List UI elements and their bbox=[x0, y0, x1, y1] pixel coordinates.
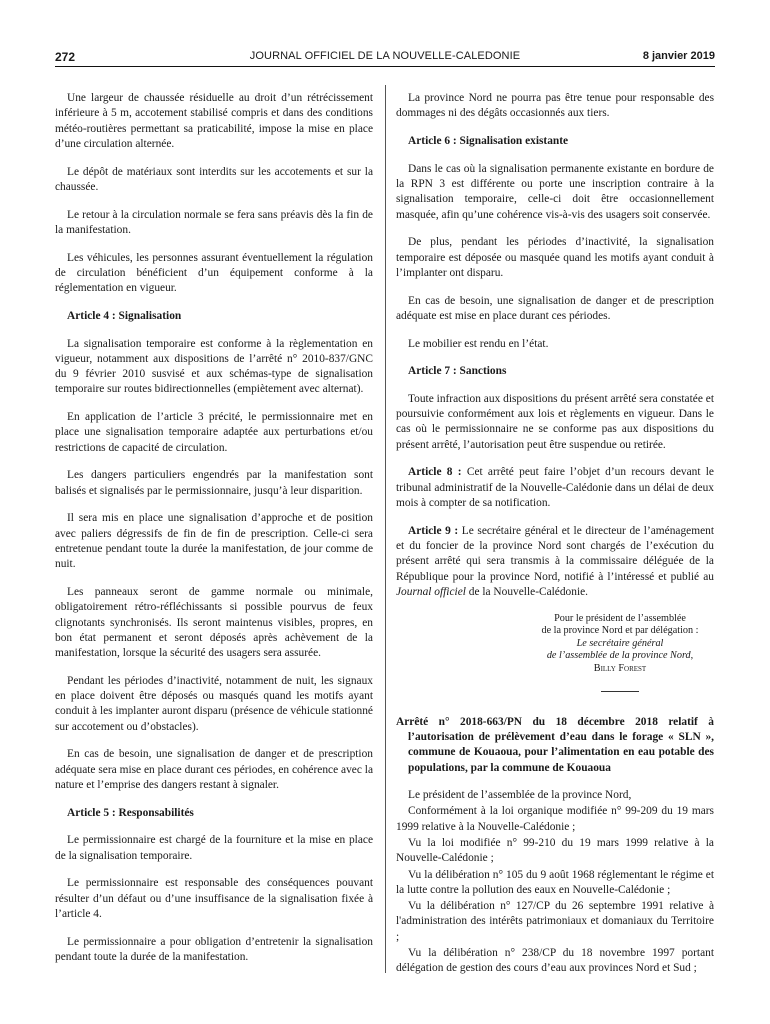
journal-officiel-italic: Journal officiel bbox=[396, 585, 466, 598]
article-9-text: Le secrétaire général et le directeur de l’aménagement et du foncier de la province Nord sont chargés de l’exécution du présent arrêté qui sera transmis à la commissaire déléguée de la République pour la province Nord, notifié à l’intéressé et publié au bbox=[396, 524, 715, 583]
paragraph: La province Nord ne pourra pas être tenue pour responsable des dommages ni des dégâts occasionnés aux tiers. bbox=[396, 92, 714, 120]
visa-paragraph: Conformément à la loi organique modifiée n° 99-209 du 19 mars 1999 relative à la Nouvelle-Calédonie ; bbox=[396, 805, 714, 833]
header-rule bbox=[55, 66, 715, 67]
paragraph: En cas de besoin, une signalisation de danger et de prescription adéquate sera mise en place durant ces périodes, en cohérence avec la nature et l’emprise des dangers restant à signaler. bbox=[55, 748, 373, 791]
issue-date: 8 janvier 2019 bbox=[642, 50, 715, 62]
paragraph: Le mobilier est rendu en l’état. bbox=[408, 337, 549, 350]
signature-block bbox=[526, 613, 714, 676]
signature-line: Pour le président de l’assemblée bbox=[554, 612, 686, 624]
paragraph: Dans le cas où la signalisation permanente existante en bordure de la RPN 3 est différente ou porte une inscription contraire à la signalisation temporaire, celle-ci doit être occasionnellement masquée, afin qu’une cohérence vis-à-vis des usagers soit conservée. bbox=[396, 162, 714, 221]
page-header bbox=[55, 50, 715, 66]
article-4-heading: Article 4 : Signalisation bbox=[67, 309, 182, 322]
page-number: 272 bbox=[55, 50, 76, 64]
arrete-title: Arrêté n° 2018-663/PN du 18 décembre 2018 relatif à l’autorisation de prélèvement d’eau dans le forage « SLN », commune de Kouaoua, pour l’alimentation en eau potable des populations, par la commune de Kouaoua bbox=[396, 715, 714, 774]
article-6-heading: Article 6 : Signalisation existante bbox=[408, 134, 569, 147]
signature-line: de l’assemblée de la province Nord, bbox=[546, 650, 694, 662]
article-7-heading: Article 7 : Sanctions bbox=[408, 365, 507, 378]
paragraph: Le permissionnaire est chargé de la fourniture et la mise en place de la signalisation temporaire. bbox=[55, 834, 373, 862]
signatory-name: Billy Forest bbox=[593, 663, 647, 674]
paragraph: Le permissionnaire est responsable des conséquences pouvant résulter d’un défaut ou d’une insuffisance de la signalisation fixée à l’article 4. bbox=[55, 877, 373, 920]
paragraph: Le retour à la circulation normale se fera sans préavis dès la fin de la manifestation. bbox=[55, 208, 373, 236]
article-8-paragraph bbox=[396, 465, 714, 511]
paragraph: Le dépôt de matériaux sont interdits sur les accotements et sur la chaussée. bbox=[55, 165, 373, 193]
article-8-text: Cet arrêté peut faire l’objet d’un recours devant le tribunal administratif de la Nouvelle-Calédonie dans un délai de deux mois à compter de sa notification. bbox=[396, 466, 714, 510]
right-column bbox=[396, 91, 714, 978]
signature-line: Le secrétaire général bbox=[576, 637, 664, 649]
article-8-label: Article 8 : bbox=[408, 466, 462, 479]
article-9-end: de la Nouvelle-Calédonie. bbox=[465, 585, 589, 598]
paragraph: La signalisation temporaire est conforme à la règlementation en vigueur, notamment aux dispositions de l’arrêté n° 2010-837/GNC du 9 février 2010 susvisé et aux schémas-type de signalisation temporaire sur routes bidirectionnelles (empiètement avec alternat). bbox=[55, 337, 373, 396]
paragraph: De plus, pendant les périodes d’inactivité, la signalisation temporaire est déposée ou masquée quand les motifs ayant conduit à l’implanter ont disparu. bbox=[396, 236, 714, 279]
article-5-heading: Article 5 : Responsabilités bbox=[67, 806, 194, 819]
article-9-label: Article 9 : bbox=[408, 524, 459, 537]
paragraph: En cas de besoin, une signalisation de danger et de prescription adéquate est mise en place durant ces périodes. bbox=[396, 294, 714, 322]
signature-line: de la province Nord et par délégation : bbox=[541, 625, 699, 637]
paragraph: Les panneaux seront de gamme normale ou minimale, obligatoirement rétro-réfléchissants si possible pourvus de feux clignotants synchronisés. Ils seront maintenus visibles, propres, en bon état permanent et seront déposés après achèvement de la manifestation, lorsque la sécurité des usagers sera assurée. bbox=[55, 585, 373, 660]
paragraph: En application de l’article 3 précité, le permissionnaire met en place une signalisation temporaire adaptée aux perturbations et/ou restrictions de capacité de circulation. bbox=[55, 411, 373, 454]
paragraph: Toute infraction aux dispositions du présent arrêté sera constatée et poursuivie conformément aux lois et règlements en vigueur. Dans le cas où le permissionnaire ne se conforme pas aux dispositions du présent arrêté, l’autorisation peut être suspendue ou retirée. bbox=[396, 392, 714, 451]
article-9-paragraph bbox=[396, 524, 714, 600]
visa-paragraph: Vu la loi modifiée n° 99-210 du 19 mars 1999 relative à la Nouvelle-Calédonie ; bbox=[396, 836, 714, 865]
visa-paragraph: Vu la délibération n° 238/CP du 18 novembre 1997 portant délégation de gestion des cours d’eau aux provinces Nord et Sud ; bbox=[396, 947, 714, 975]
paragraph: Les dangers particuliers engendrés par la manifestation sont balisés et signalisés par le permissionnaire, jusqu’à leur disparition. bbox=[55, 469, 373, 497]
visa-paragraph: Vu la délibération n° 127/CP du 26 septembre 1991 relative à l'administration des intérêts patrimoniaux et domaniaux du Territoire ; bbox=[396, 900, 714, 943]
column-divider bbox=[385, 85, 386, 973]
visa-paragraph: Vu la délibération n° 105 du 9 août 1968 réglementant le régime et la lutte contre la pollution des eaux en Nouvelle-Calédonie ; bbox=[396, 868, 714, 896]
paragraph: Pendant les périodes d’inactivité, notamment de nuit, les signaux en place doivent être déposés ou masqués quand les motifs ayant conduit à les implanter auront disparu (présence de véhicule stationné sur accotement ou d’obstacles). bbox=[55, 674, 373, 733]
paragraph: Une largeur de chaussée résiduelle au droit d’un rétrécissement inférieure à 5 m, accotement stabilisé compris et dans des conditions météo-routières permettant sa praticabilité, impose la mise en place d’une circulation alternée. bbox=[55, 92, 373, 150]
paragraph: Les véhicules, les personnes assurant éventuellement la régulation de circulation bénéficient d’un équipement conforme à la réglementation en vigueur. bbox=[55, 251, 373, 295]
paragraph: Le permissionnaire a pour obligation d’entretenir la signalisation pendant toute la durée de la manifestation. bbox=[55, 935, 373, 963]
paragraph: Il sera mis en place une signalisation d’approche et de position avec paliers dégressifs de fin de fin de prescription. Celle-ci sera entretenue pendant toute la durée la manifestation, de jour comme de nuit. bbox=[55, 512, 373, 571]
journal-title: JOURNAL OFFICIEL DE LA NOUVELLE-CALEDONIE bbox=[249, 50, 521, 62]
left-column bbox=[55, 91, 373, 978]
visa-paragraph: Le président de l’assemblée de la province Nord, bbox=[408, 789, 632, 802]
separator-dash bbox=[526, 682, 714, 697]
